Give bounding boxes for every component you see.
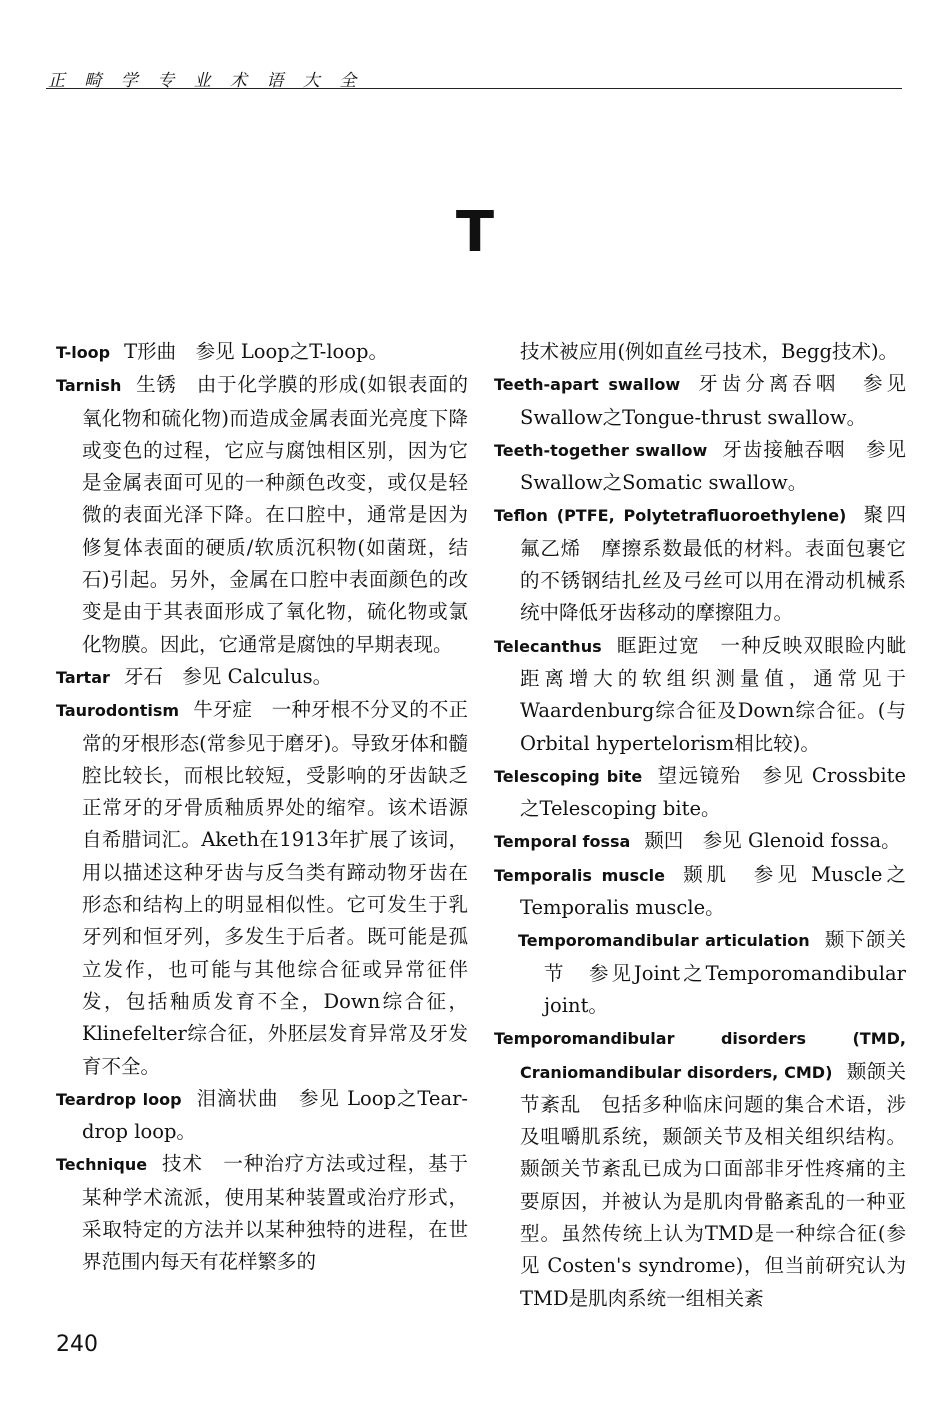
entry-term: Teeth-together swallow — [494, 440, 708, 460]
entry-text: T形曲 参见 Loop之T-loop。 — [124, 340, 389, 363]
entry-term: Telescoping bite — [494, 766, 643, 786]
entry-term: Temporomandibular articulation — [518, 931, 810, 951]
glossary-entry — [494, 859, 906, 925]
entry-term: Temporomandibular disorders (TMD, Craniomandibular disorders, CMD) — [494, 1029, 906, 1082]
glossary-entry — [494, 434, 906, 500]
glossary-entry — [494, 499, 906, 629]
right-column — [494, 336, 906, 1315]
entry-text: 聚四氟乙烯 摩擦系数最低的材料。表面包裹它的不锈钢结扎丝及弓丝可以用在滑动机械系统中降低牙齿移动的摩擦阻力。 — [520, 503, 906, 625]
entry-text: 技术被应用(例如直丝弓技术，Begg技术)。 — [520, 340, 899, 363]
glossary-entry — [56, 369, 468, 661]
entry-term: Tarnish — [56, 376, 122, 396]
section-letter: T — [455, 200, 495, 265]
entry-term: Technique — [56, 1155, 148, 1175]
entry-term: Teeth-apart swallow — [494, 375, 681, 395]
entry-text: 眶距过宽 一种反映双眼睑内眦距离增大的软组织测量值，通常见于Waardenburg综合征及Down综合征。(与Orbital hypertelorism相比较)。 — [520, 633, 906, 755]
glossary-entry — [494, 368, 906, 434]
entry-text: 牙齿接触吞咽 参见 Swallow之Somatic swallow。 — [520, 437, 906, 495]
entry-text: 泪滴状曲 参见 Loop之Tear-drop loop。 — [82, 1086, 469, 1144]
entry-term: Teardrop loop — [56, 1089, 182, 1109]
glossary-entry — [494, 760, 906, 826]
entry-text: 技术 一种治疗方法或过程，基于某种学术流派，使用某种装置或治疗形式，采取特定的方法并以某种独特的进程，在世界范围内每天有花样繁多的 — [82, 1152, 468, 1274]
entry-text: 生锈 由于化学膜的形成(如银表面的氧化物和硫化物)而造成金属表面光亮度下降或变色的过程，它应与腐蚀相区别，因为它是金属表面可见的一种颜色改变，或仅是轻微的表面光泽下降。在口腔中，通常是因为修复体表面的硬质/软质沉积物(如菌斑，结石)引起。另外，金属在口腔中表面颜色的改变是由于其表面形成了氧化物，硫化物或氯化物膜。因此，它通常是腐蚀的早期表现。 — [82, 373, 468, 656]
entry-text: 颞凹 参见 Glenoid fossa。 — [644, 829, 901, 853]
entry-text: 牙石 参见 Calculus。 — [123, 664, 333, 688]
glossary-entry-continued — [494, 336, 906, 368]
glossary-entry — [56, 1148, 468, 1278]
glossary-entry — [56, 336, 468, 369]
entry-text: 牙齿分离吞咽 参见 Swallow之Tongue-thrust swallow。 — [520, 372, 906, 429]
glossary-entry — [494, 1022, 906, 1315]
glossary-entry — [56, 661, 468, 694]
entry-text: 颞下颌关节 参见Joint之Temporomandibular joint。 — [544, 928, 906, 1017]
glossary-entry — [494, 924, 906, 1022]
entry-text: 颞颌关节紊乱 包括多种临床问题的集合术语，涉及咀嚼肌系统，颞颌关节及相关组织结构。颞颌关节紊乱已成为口面部非牙性疼痛的主要原因，并被认为是肌肉骨骼紊乱的一种亚型。虽然传统上认为TMD是一种综合征(参见 Costen's syndrome)，但当前研究认为TMD是肌肉系统一组相关紊 — [520, 1059, 906, 1310]
entry-text: 望远镜殆 参见 Crossbite之Telescoping bite。 — [520, 763, 907, 821]
header-rule — [46, 88, 902, 89]
glossary-entry — [56, 1083, 468, 1149]
entry-term: Telecanthus — [494, 636, 602, 656]
entry-text: 颞肌 参见 Muscle之Temporalis muscle。 — [520, 862, 906, 920]
glossary-entry — [494, 630, 906, 760]
entry-term: Temporal fossa — [494, 832, 631, 852]
entry-term: T-loop — [56, 343, 111, 362]
glossary-entry — [56, 694, 468, 1083]
running-head: 正 畸 学 专 业 术 语 大 全 — [48, 71, 364, 91]
left-column — [56, 336, 468, 1279]
page-number: 240 — [56, 1332, 98, 1357]
entry-term: Teflon (PTFE, Polytetrafluoroethylene) — [494, 506, 847, 526]
entry-term: Temporalis muscle — [494, 865, 665, 885]
entry-term: Taurodontism — [56, 701, 180, 721]
glossary-entry — [494, 825, 906, 858]
entry-text: 牛牙症 一种牙根不分叉的不正常的牙根形态(常参见于磨牙)。导致牙体和髓腔比较长，而根比较短，受影响的牙齿缺乏正常牙的牙骨质釉质界处的缩窄。该术语源自希腊词汇。Aketh在1913年扩展了该词，用以描述这种牙齿与反刍类有蹄动物牙齿在形态和结构上的明显相似性。它可发生于乳牙列和恒牙列，多发生于后者。既可能是孤立发作，也可能与其他综合征或异常征伴发，包括釉质发育不全，Down综合征，Klinefelter综合征，外胚层发育异常及牙发育不全。 — [82, 698, 468, 1078]
entry-term: Tartar — [56, 667, 110, 687]
